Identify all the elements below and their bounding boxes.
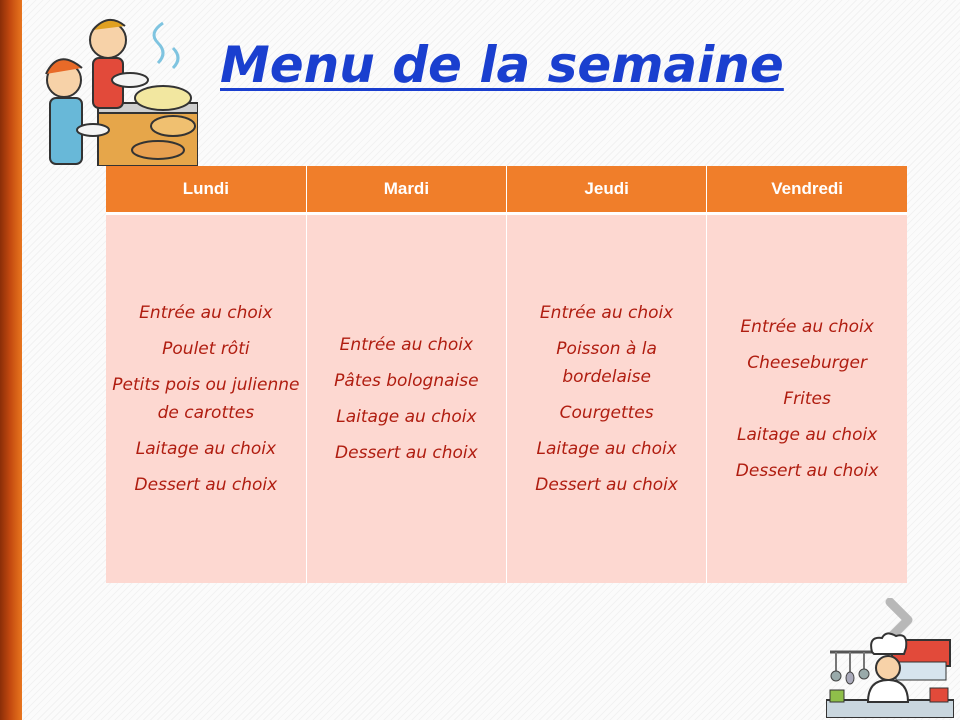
left-accent-bar — [0, 0, 22, 720]
menu-item: Dessert au choix — [134, 475, 278, 495]
day-menu-vendredi — [707, 214, 907, 584]
menu-item: Dessert au choix — [735, 461, 879, 481]
menu-item: Laitage au choix — [737, 425, 878, 445]
weekly-menu-table — [106, 166, 907, 583]
menu-item: Entrée au choix — [539, 303, 674, 323]
day-header-jeudi: Jeudi — [507, 166, 707, 214]
menu-item: Dessert au choix — [335, 443, 478, 463]
menu-item: Petits pois ou julienne de carottes — [112, 375, 300, 423]
day-header-mardi: Mardi — [306, 166, 506, 214]
cafeteria-kids-icon — [38, 8, 198, 166]
day-menu-lundi — [106, 214, 306, 584]
chef-kitchen-icon — [826, 632, 954, 718]
menu-item: Poulet rôti — [162, 339, 250, 359]
menu-item: Poisson à la bordelaise — [556, 339, 657, 387]
menu-item: Entrée au choix — [740, 317, 874, 337]
menu-item: Laitage au choix — [336, 407, 477, 427]
day-menu-jeudi — [507, 214, 707, 584]
menu-item: Pâtes bolognaise — [334, 371, 479, 391]
day-menu-mardi — [306, 214, 506, 584]
menu-item: Dessert au choix — [535, 475, 678, 495]
menu-item: Cheeseburger — [747, 353, 867, 373]
day-header-vendredi: Vendredi — [707, 166, 907, 214]
page-title: Menu de la semaine — [220, 36, 784, 94]
menu-item: Frites — [783, 389, 831, 409]
day-header-lundi: Lundi — [106, 166, 306, 214]
menu-item: Courgettes — [559, 403, 654, 423]
menu-item: Laitage au choix — [135, 439, 276, 459]
menu-item: Entrée au choix — [339, 335, 474, 355]
menu-item: Laitage au choix — [536, 439, 677, 459]
menu-item: Entrée au choix — [139, 303, 273, 323]
